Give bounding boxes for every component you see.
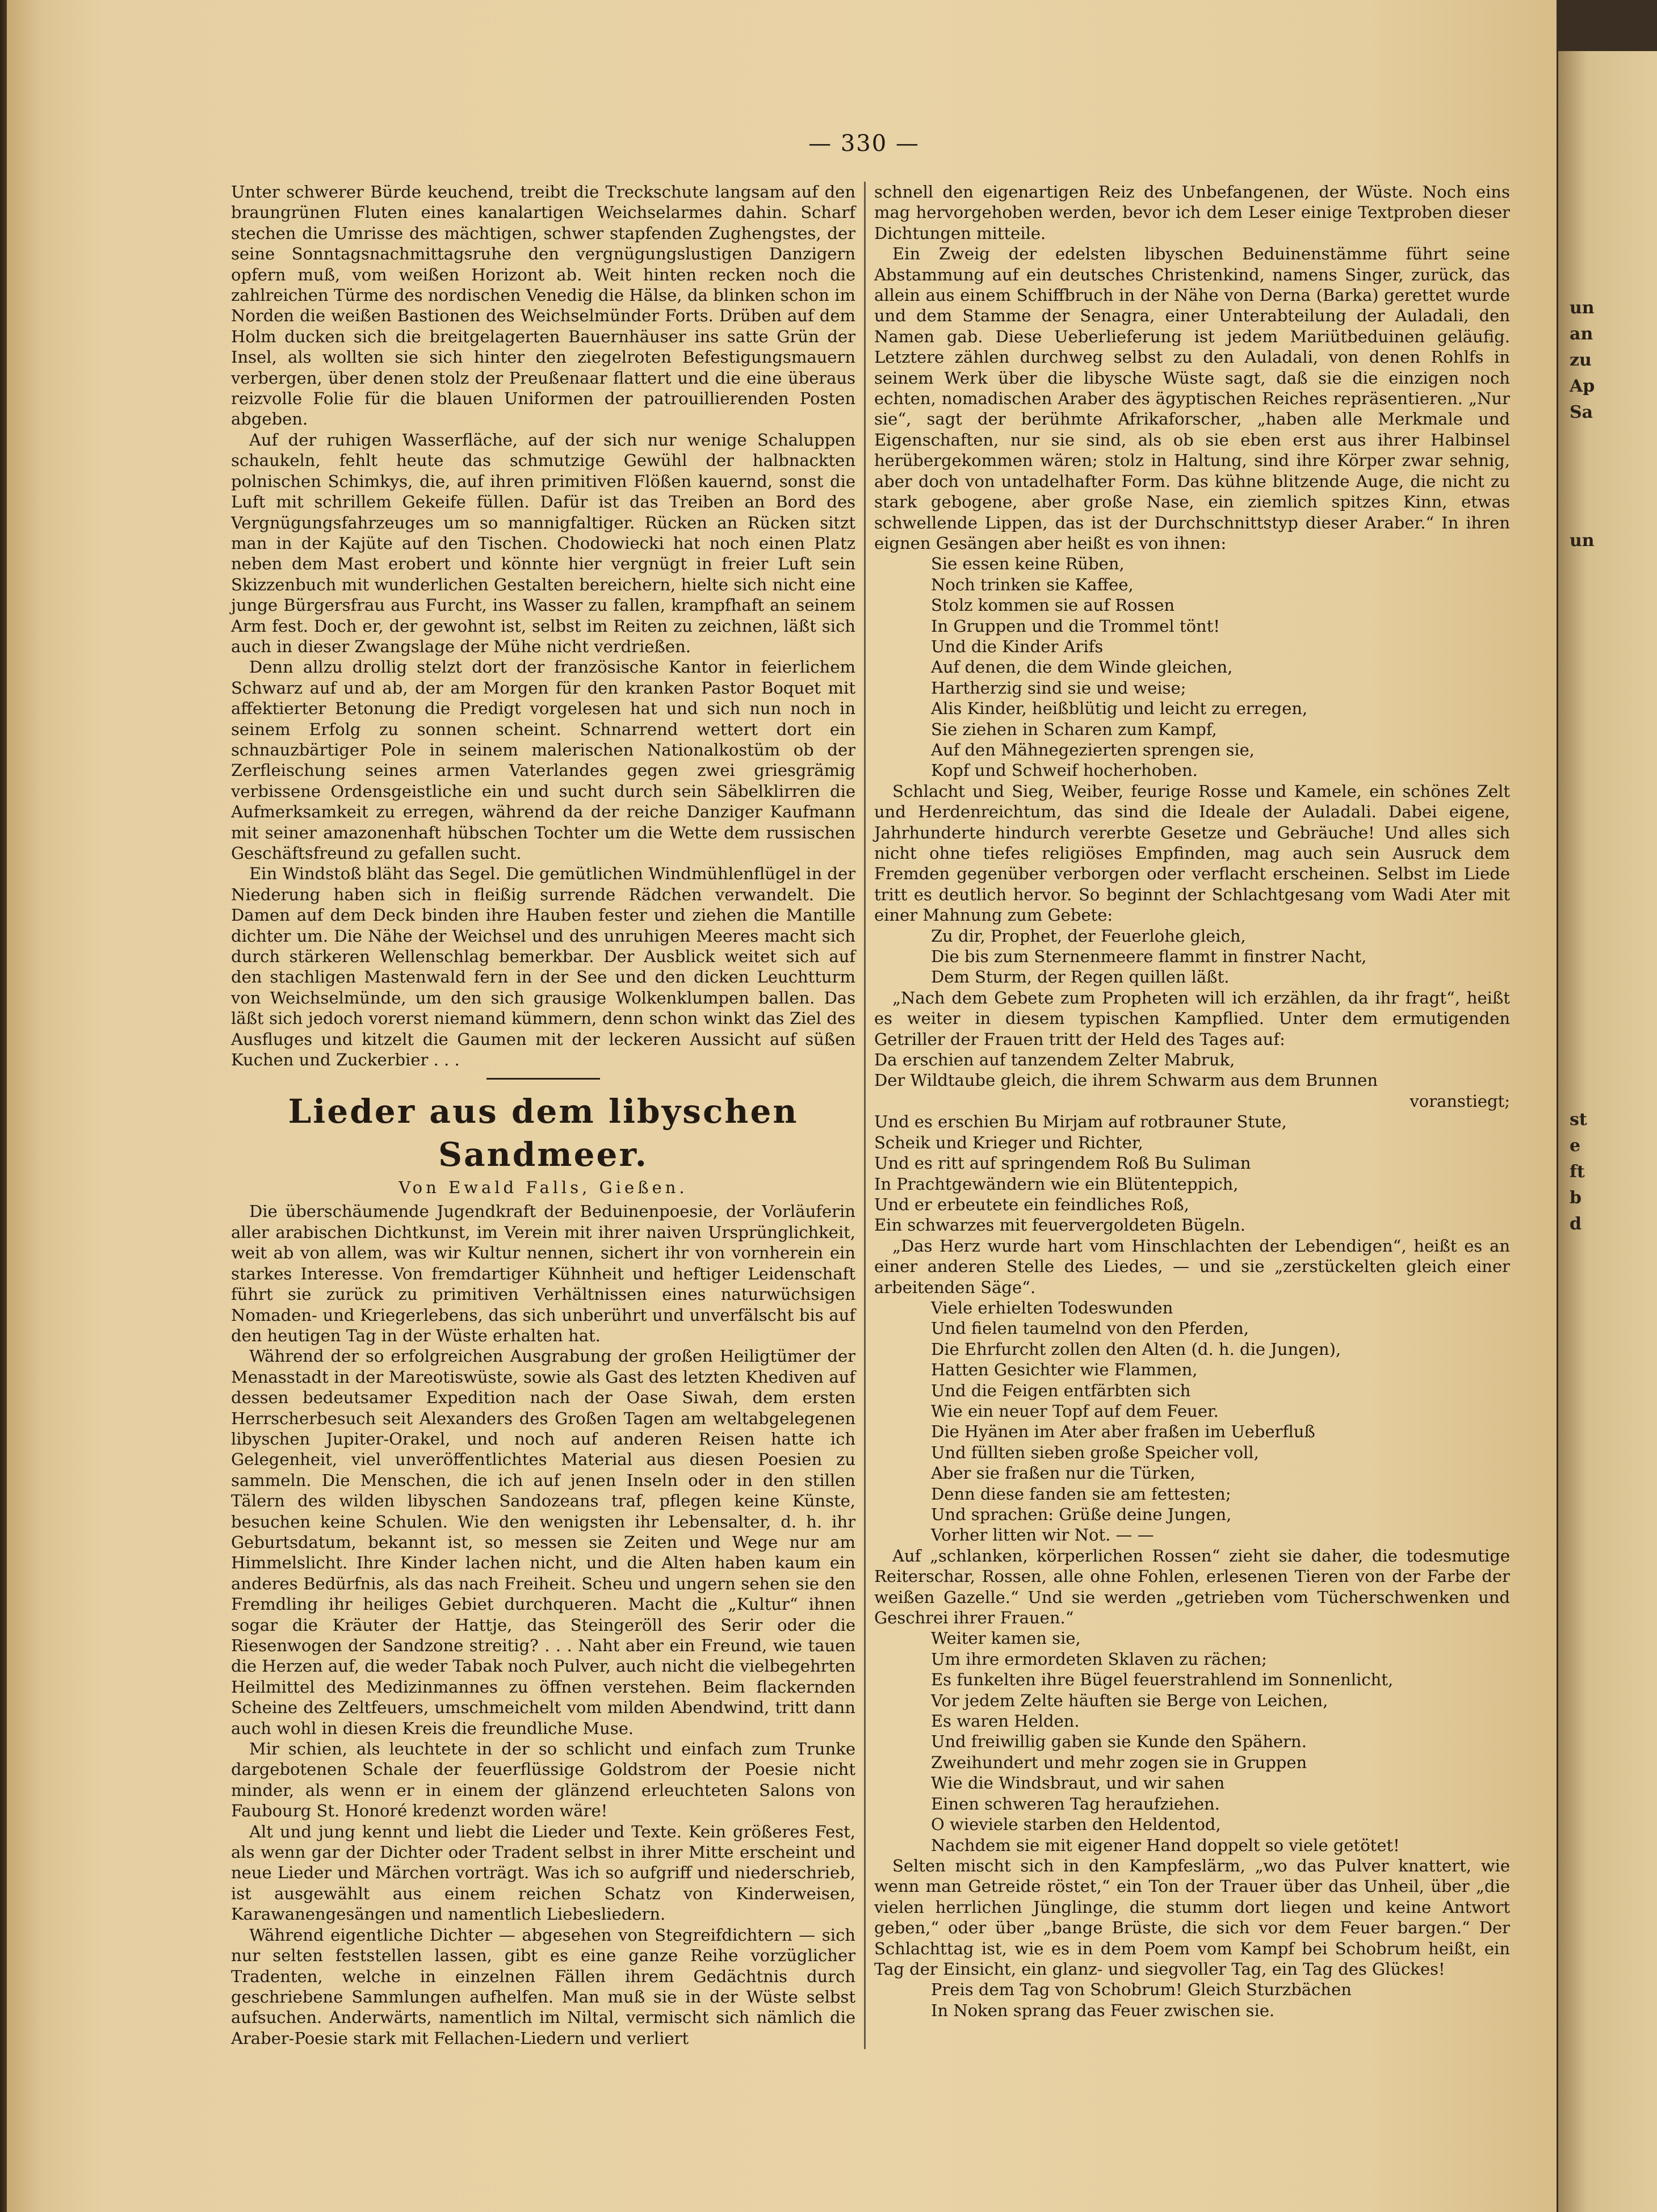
section-divider (486, 1078, 600, 1080)
adjacent-page-fragment: un (1570, 298, 1595, 318)
adjacent-page-fragment: ft (1570, 1162, 1585, 1182)
adjacent-page-fragment: un (1570, 531, 1595, 551)
adjacent-page-fragment: Sa (1570, 402, 1593, 422)
article-title: Lieder aus dem libyschen Sandmeer. (288, 1092, 799, 1174)
poem-verse: Weiter kamen sie, Um ihre ermordeten Sklaven zu rächen; Es funkelten ihre Bügel feuerstrahlend im Sonnenlicht, Vor jedem Zelte häuften sie Berge von Leichen, Es waren Helden. Und freiwillig gaben sie Kunde den Spähern. Zweihundert und mehr zogen sie in Gruppen Wie die Windsbraut, und wir sahen Einen schweren Tag heraufziehen. O wieviele starben den Heldentod, Nachdem sie mit eigener Hand doppelt so viele getötet! (931, 1628, 1400, 1855)
poem-verse: Viele erhielten Todeswunden Und fielen taumelnd von den Pferden, Die Ehrfurcht zollen den Alten (d. h. die Jungen), Hatten Gesichter wie Flammen, Und die Feigen entfärbten sich Wie ein neuer Topf auf dem Feuer. Die Hyänen im Ater aber fraßen im Ueberfluß Und füllten sieben große Speicher voll, Aber sie fraßen nur die Türken, Denn diese fanden sie am fettesten; Und sprachen: Grüße deine Jungen, Vorher litten wir Not. — — (931, 1298, 1341, 1545)
paragraph: Während der so erfolgreichen Ausgrabung der großen Heiligtümer der Menasstadt in der Mareotiswüste, sowie als Gast des letzten Khediven auf dessen bedeutsamer Expedition nach der Oase Siwah, dem ersten Herrscherbesuch seit Alexanders des Großen Tagen am weltabgelegenen libyschen Jupiter-Orakel, und noch auf anderen Reisen hatte ich Gelegenheit, viel unveröffentlichtes Material aus diesen Poesien zu sammeln. Die Menschen, die ich auf jenen Inseln oder in den stillen Tälern des wilden libyschen Sandozeans traf, pflegen keine Künste, besuchen keine Schulen. Wie den wenigsten ihr Lebensalter, d. h. ihr Geburtsdatum, bekannt ist, so messen sie Zeiten und Wege nur am Himmelslicht. Ihre Kinder lachen nicht, und die Alten haben kaum ein anderes Bedürfnis, als das nach Freiheit. Scheu und ungern sehen sie den Fremdling ihr heiliges Gebiet durchqueren. Macht die „Kultur“ ihnen sogar die Kräuter der Hattje, das Steingeröll des Serir oder die Riesenwogen der Sandzone streitig? . . . Naht aber ein Freund, wie tauen die Herzen auf, die weder Tabak noch Pulver, auch nicht die vielbegehrten Heilmittel des Medizinmannes zu öffnen verstehen. Beim flackernden Scheine des Zeltfeuers, umschmeichelt vom milden Abendwind, tritt dann auch wohl in diesen Kreis die freundliche Muse. (231, 1346, 855, 1738)
paragraph: „Das Herz wurde hart vom Hinschlachten der Lebendigen“, heißt es an einer anderen Stelle des Liedes, — und sie „zerstückelten gleich einer arbeitenden Säge“. (874, 1236, 1510, 1297)
page-number: — 330 — (808, 131, 920, 157)
paragraph: Während eigentliche Dichter — abgesehen von Stegreifdichtern — sich nur selten feststellen lassen, gibt es eine ganze Reihe vorzüglicher Tradenten, welche in einzelnen Fällen ihrem Gedächtnis durch geschriebene Sammlungen aufhelfen. Man muß sie in der Wüste selbst aufsuchen. Anderwärts, namentlich im Niltal, vermischt sich nämlich die Araber-Poesie stark mit Fellachen-Liedern und verliert (231, 1925, 855, 2048)
poem-verse-continuation: voranstiegt; (1410, 1091, 1510, 1111)
adjacent-page-fragment: zu (1570, 350, 1592, 370)
left-column (231, 182, 855, 2049)
adjacent-page-fragment: d (1570, 1214, 1582, 1234)
article-byline: Von Ewald Falls, Gießen. (398, 1178, 688, 1198)
paragraph: Mir schien, als leuchtete in der so schlicht und einfach zum Trunke dargebotenen Schale der feuerflüssige Goldstrom der Poesie nicht minder, als wenn er in einem der glänzend erleuchteten Salons von Faubourg St. Honoré kredenzt worden wäre! (231, 1739, 855, 1821)
poem-verse: Preis dem Tag von Schobrum! Gleich Sturzbächen In Noken sprang das Feuer zwischen sie. (931, 1980, 1352, 2020)
paragraph: Unter schwerer Bürde keuchend, treibt die Treckschute langsam auf den braungrünen Fluten eines kanalartigen Weichselarmes dahin. Scharf stechen die Umrisse des mächtigen, schwer stapfenden Zughengstes, der seine Sonntagsnachmittagsruhe den vergnügungslustigen Danzigern opfern muß, vom weißen Horizont ab. Weit hinten recken noch die zahlreichen Türme des nordischen Venedig die Hälse, da blinken schon im Norden die weißen Bastionen des Weichselmünder Forts. Drüben auf dem Holm ducken sich die breitgelagerten Bauernhäuser ins satte Grün der Insel, als wollten sie sich hinter den ziegelroten Befestigungsmauern verbergen, über denen stolz der Preußenaar flattert und die eine überaus reizvolle Folie für die blauen Uniformen der patrouillierenden Posten abgeben. (231, 182, 855, 429)
adjacent-page-fragment: st (1570, 1110, 1587, 1130)
paragraph: schnell den eigenartigen Reiz des Unbefangenen, der Wüste. Noch eins mag hervorgehoben werden, bevor ich dem Leser einige Textproben dieser Dichtungen mitteile. (874, 182, 1510, 243)
right-column (874, 182, 1510, 2021)
paragraph: Auf „schlanken, körperlichen Rossen“ zieht sie daher, die todesmutige Reiterschar, Rossen, alle ohne Fohlen, erlesenen Tieren von der Farbe der weißen Gazelle.“ Und sie werden „getrieben vom Tücherschwenken und Geschrei ihrer Frauen.“ (874, 1546, 1510, 1628)
paragraph: Die überschäumende Jugendkraft der Beduinenpoesie, der Vorläuferin aller arabischen Dichtkunst, im Verein mit ihrer naiven Ursprünglichkeit, weit ab von allem, was wir Kultur nennen, sichert ihr von vornherein ein starkes Interesse. Von fremdartiger Kühnheit und heftiger Leidenschaft führt sie zurück zu primitiven Verhältnissen eines naturwüchsigen Nomaden- und Kriegerlebens, das sich unberührt und unverfälscht bis auf den heutigen Tag in der Wüste erhalten hat. (231, 1202, 855, 1345)
adjacent-page-fragment: b (1570, 1188, 1582, 1208)
poem-verse: Und es erschien Bu Mirjam auf rotbrauner Stute, Scheik und Krieger und Richter, Und es ritt auf springendem Roß Bu Suliman In Prachtgewändern wie ein Blütenteppich, Und er erbeutete ein feindliches Roß, Ein schwarzes mit feuervergoldeten Bügeln. (874, 1112, 1287, 1235)
paragraph: Ein Windstoß bläht das Segel. Die gemütlichen Windmühlenflügel in der Niederung haben sich in fleißig surrende Rädchen verwandelt. Die Damen auf dem Deck binden ihre Hauben fester und ziehen die Mantille dichter um. Die Nähe der Weichsel und des unruhigen Meeres macht sich durch stärkeren Wellenschlag bemerkbar. Der Ausblick weitet sich auf den stachligen Mastenwald fern in der See und den dicken Leuchtturm von Weichselmünde, um den sich grausige Wolkenklumpen ballen. Das läßt sich jedoch vorerst niemand kümmern, denn schon winkt das Ziel des Ausfluges und kitzelt die Gaumen mit der leckeren Aussicht auf süßen Kuchen und Zuckerbier . . . (231, 864, 855, 1070)
poem-verse: Sie essen keine Rüben, Noch trinken sie Kaffee, Stolz kommen sie auf Rossen In Gruppen und die Trommel tönt! Und die Kinder Arifs Auf denen, die dem Winde gleichen, Hartherzig sind sie und weise; Alis Kinder, heißblütig und leicht zu erregen, Sie ziehen in Scharen zum Kampf, Auf den Mähnegezierten sprengen sie, Kopf und Schweif hocherhoben. (931, 554, 1308, 780)
paragraph: „Nach dem Gebete zum Propheten will ich erzählen, da ihr fragt“, heißt es weiter in diesem typischen Kampflied. Unter dem ermutigenden Getriller der Frauen tritt der Held des Tages auf: (874, 988, 1510, 1049)
paragraph: Auf der ruhigen Wasserfläche, auf der sich nur wenige Schaluppen schaukeln, fehlt heute das schmutzige Gewühl der halbnackten polnischen Schimkys, die, auf ihren primitiven Flößen kauernd, sonst die Luft mit schrillem Gekeife füllen. Dafür ist das Treiben an Bord des Vergnügungsfahrzeuges um so mannigfaltiger. Rücken an Rücken sitzt man in der Kajüte auf den Tischen. Chodowiecki hat noch einen Platz neben dem Mast erobert und könnte hier vergnügt in freier Luft sein Skizzenbuch mit wunderlichen Gestalten bereichern, hielte sich nicht eine junge Bürgersfrau aus Furcht, ins Wasser zu fallen, krampfhaft an seinem Arm fest. Doch er, der gewohnt ist, selbst im Reiten zu zeichnen, läßt sich auch in dieser Zwangslage der Mühe nicht verdrießen. (231, 430, 855, 656)
adjacent-page-fragment: an (1570, 324, 1593, 344)
paragraph: Selten mischt sich in den Kampfeslärm, „wo das Pulver knattert, wie wenn man Getreide röstet,“ ein Ton der Trauer über das Unheil, über „die vielen herrlichen Jünglinge, die stumm dort liegen und keine Antwort geben,“ oder über „bange Brüste, die sich vor dem Feuer bargen.“ Der Schlachttag ist, wie es in dem Poem vom Kampf bei Schobrum heißt, ein Tag der Einsicht, ein glanz- und siegvoller Tag, ein Tag des Glückes! (874, 1856, 1510, 1979)
column-rule (864, 182, 866, 2049)
adjacent-page-fragment: Ap (1570, 376, 1595, 396)
adjacent-page (1558, 51, 1657, 2212)
poem-verse: Da erschien auf tanzendem Zelter Mabruk, Der Wildtaube gleich, die ihrem Schwarm aus dem Brunnen (874, 1050, 1378, 1090)
paragraph: Schlacht und Sieg, Weiber, feurige Rosse und Kamele, ein schönes Zelt und Herdenreichtum, das sind die Ideale der Auladali. Dabei eigene, Jahrhunderte hindurch vererbte Gesetze und Gebräuche! Und alles sich nicht ohne tiefes religiöses Empfinden, mag auch sein Ausruck dem Fremden gegenüber verborgen oder verflacht erscheinen. Selbst im Liede tritt es deutlich hervor. So beginnt der Schlachtgesang vom Wadi Ater mit einer Mahnung zum Gebete: (874, 781, 1510, 925)
paragraph: Alt und jung kennt und liebt die Lieder und Texte. Kein größeres Fest, als wenn gar der Dichter oder Tradent selbst in ihrer Mitte erscheint und neue Lieder und Märchen vorträgt. Was ich so aufgriff und niederschrieb, ist ausgewählt aus einem reichen Schatz von Kinderweisen, Karawanengesängen und namentlich Liebesliedern. (231, 1821, 855, 1924)
poem-verse: Zu dir, Prophet, der Feuerlohe gleich, Die bis zum Sternenmeere flammt in finstrer Nacht, Dem Sturm, der Regen quillen läßt. (931, 926, 1367, 987)
adjacent-page-fragment: e (1570, 1136, 1581, 1156)
paragraph: Denn allzu drollig stelzt dort der französische Kantor in feierlichem Schwarz auf und ab, der am Morgen für den kranken Pastor Boquet mit affektierter Betonung die Predigt vorgelesen hat und sich nun noch in seinem Erfolg zu sonnen scheint. Schnarrend wettert dort ein schnauzbärtiger Pole in seinem malerischen Nationalkostüm ob der Zerfleischung seines armen Vaterlandes gegen zwei griesgrämig verbissene Ordensgeistliche ein und sucht durch sein Säbelklirren die Aufmerksamkeit zu erregen, während da der reiche Danziger Kaufmann mit seiner amazonenhaft hübschen Tochter um die Wette dem russischen Geschäftsfreund zu gefallen sucht. (231, 657, 855, 863)
page (7, 0, 1557, 2212)
paragraph: Ein Zweig der edelsten libyschen Beduinenstämme führt seine Abstammung auf ein deutsches Christenkind, namens Singer, zurück, das allein aus einem Schiffbruch in der Nähe von Derna (Barka) gerettet wurde und dem Stamme der Senagra, einer Unterabteilung der Auladali, den Namen gab. Diese Ueberlieferung ist jedem Mariütbeduinen geläufig. Letztere zählen durchweg selbst zu den Auladali, von denen Rohlfs in seinem Werk über die libysche Wüste sagt, daß sie die einzigen noch echten, nomadischen Araber des ägyptischen Reiches repräsentieren. „Nur sie“, sagt der berühmte Afrikaforscher, „haben alle Merkmale und Eigenschaften, nur sie sind, als ob sie eben erst aus ihrer Halbinsel herübergekommen wären; stolz in Haltung, sind ihre Körper zwar sehnig, aber doch von untadelhafter Form. Das kühne blitzende Auge, die nicht zu stark gebogene, aber große Nase, ein ziemlich spitzes Kinn, etwas schwellende Lippen, das ist der Durchschnittstyp dieser Araber.“ In ihren eignen Gesängen aber heißt es von ihnen: (874, 244, 1510, 553)
